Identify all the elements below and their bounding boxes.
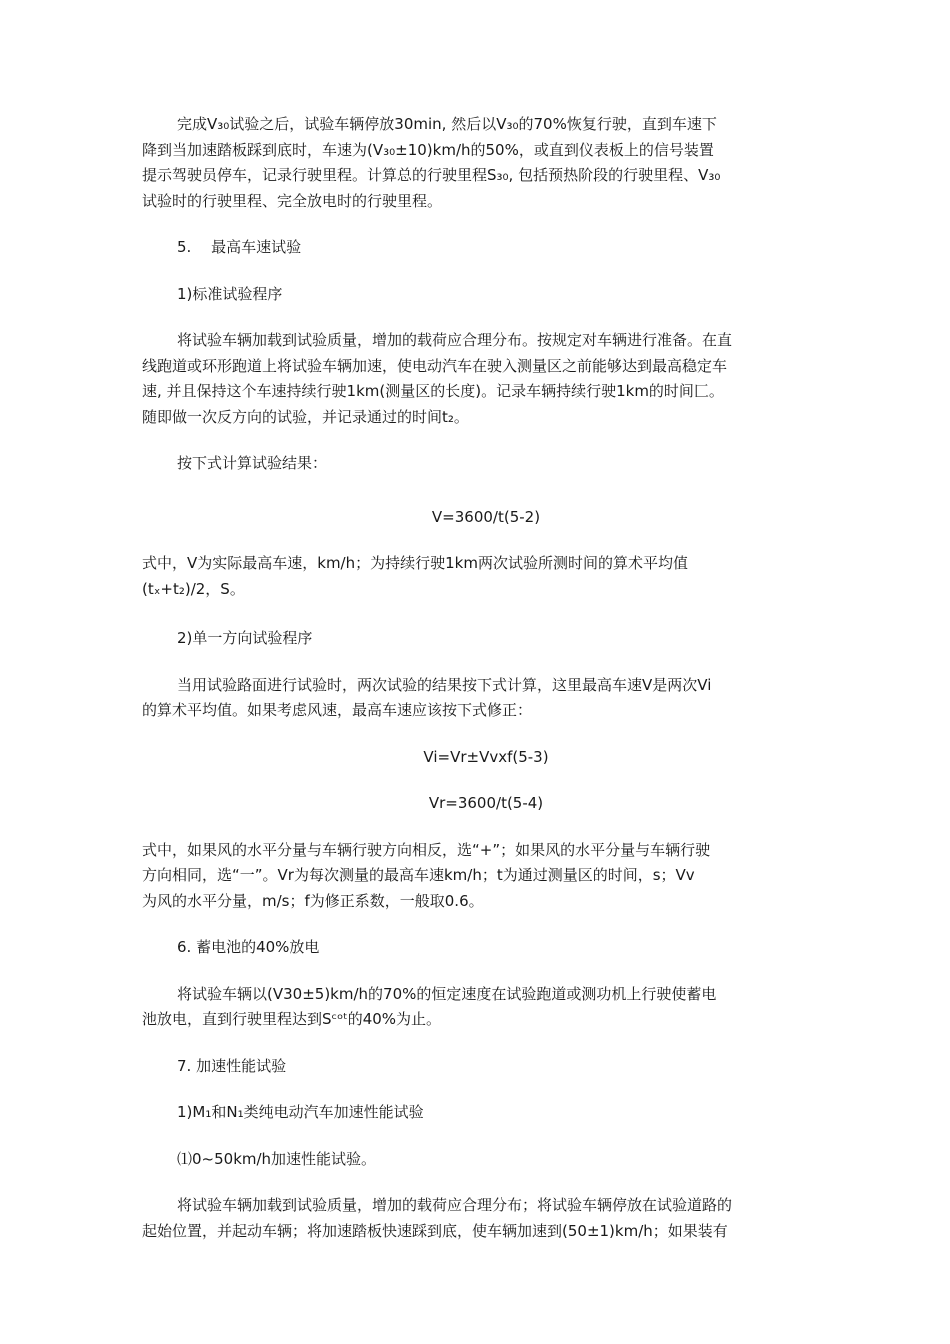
- text-line: 速, 并且保持这个车速持续行驶1km(测量区的长度)。记录车辆持续行驶1km的时间匚。: [142, 382, 724, 400]
- text-line: 当用试验路面进行试验时，两次试验的结果按下式计算，这里最高车速V是两次Vi: [177, 675, 712, 694]
- subheading-m1-n1: 1)M₁和N₁类纯电动汽车加速性能试验: [177, 1103, 424, 1121]
- paragraph-acceleration-test: [142, 1193, 822, 1244]
- text-line: 将试验车辆以(V30±5)km/h的70%的恒定速度在试验跑道或测功机上行驶使蓄电: [177, 984, 717, 1003]
- text-line: 线跑道或环形跑道上将试验车辆加速，使电动汽车在驶入测量区之前能够达到最高稳定车: [142, 356, 728, 375]
- section-heading-6: 6. 蓄电池的40%放电: [177, 938, 320, 956]
- text-line: 式中，如果风的水平分量与车辆行驶方向相反，选“+”；如果风的水平分量与车辆行驶: [142, 840, 711, 859]
- text-line: 将试验车辆加载到试验质量，增加的载荷应合理分布；将试验车辆停放在试验道路的: [177, 1196, 733, 1214]
- section-heading-7: 7. 加速性能试验: [177, 1056, 287, 1075]
- paragraph-battery-discharge: [142, 982, 822, 1033]
- paragraph-max-speed-test: [142, 328, 822, 430]
- text-line: 降到当加速踏板踩到底时，车速为(V₃₀±10)km/h的50%，或直到仪表板上的信号装置: [142, 140, 714, 159]
- section-heading-5: 5. 最高车速试验: [177, 238, 302, 256]
- text-line: 将试验车辆加载到试验质量，增加的载荷应合理分布。按规定对车辆进行准备。在直: [177, 331, 733, 349]
- subheading-0-50-test: ⑴0~50km/h加速性能试验。: [177, 1149, 377, 1168]
- text-line: 为风的水平分量，m/s；f为修正系数，一般取0.6。: [142, 891, 484, 910]
- text-line: 完成V₃₀试验之后，试验车辆停放30min, 然后以V₃₀的70%恢复行驶，直到车速下: [177, 115, 717, 133]
- text-line: 起始位置，并起动车辆；将加速踏板快速踩到底，使车辆加速到(50±1)km/h；如果装有: [142, 1221, 728, 1240]
- text-line: 提示驾驶员停车，记录行驶里程。计算总的行驶里程S₃₀, 包括预热阶段的行驶里程、V₃₀: [142, 166, 721, 184]
- paragraph-calc-intro: 按下式计算试验结果：: [177, 454, 328, 472]
- subheading-single-direction: 2)单一方向试验程序: [177, 629, 313, 647]
- text-line: 池放电，直到行驶里程达到Sᶜᵒᵗ的40%为止。: [142, 1010, 442, 1028]
- text-line: 式中，V为实际最高车速，km/h；为持续行驶1km两次试验所测时间的算术平均值: [142, 554, 688, 572]
- subheading-standard-procedure: 1)标准试验程序: [177, 284, 283, 303]
- text-line: 随即做一次反方向的试验，并记录通过的时间t₂。: [142, 407, 469, 426]
- text-line: 的算术平均值。如果考虑风速，最高车速应该按下式修正：: [142, 701, 533, 719]
- paragraph-single-direction: [142, 673, 822, 724]
- formula-5-3: Vi=Vr±Vvxf(5-3): [423, 747, 549, 766]
- formula-5-2: V=3600/t(5-2): [431, 507, 541, 526]
- document-body: [142, 112, 822, 1244]
- formula-5-4: Vr=3600/t(5-4): [428, 794, 544, 812]
- text-line: 方向相同，选“一”。Vr为每次测量的最高车速km/h；t为通过测量区的时间，s；Vv: [142, 866, 695, 884]
- text-line: (tₓ+t₂)/2，S。: [142, 579, 245, 598]
- paragraph-formula-5-4-explain: [142, 838, 822, 915]
- text-line: 试验时的行驶里程、完全放电时的行驶里程。: [142, 191, 443, 210]
- paragraph-formula-5-2-explain: [142, 551, 822, 602]
- paragraph-v30-recovery: [142, 112, 822, 214]
